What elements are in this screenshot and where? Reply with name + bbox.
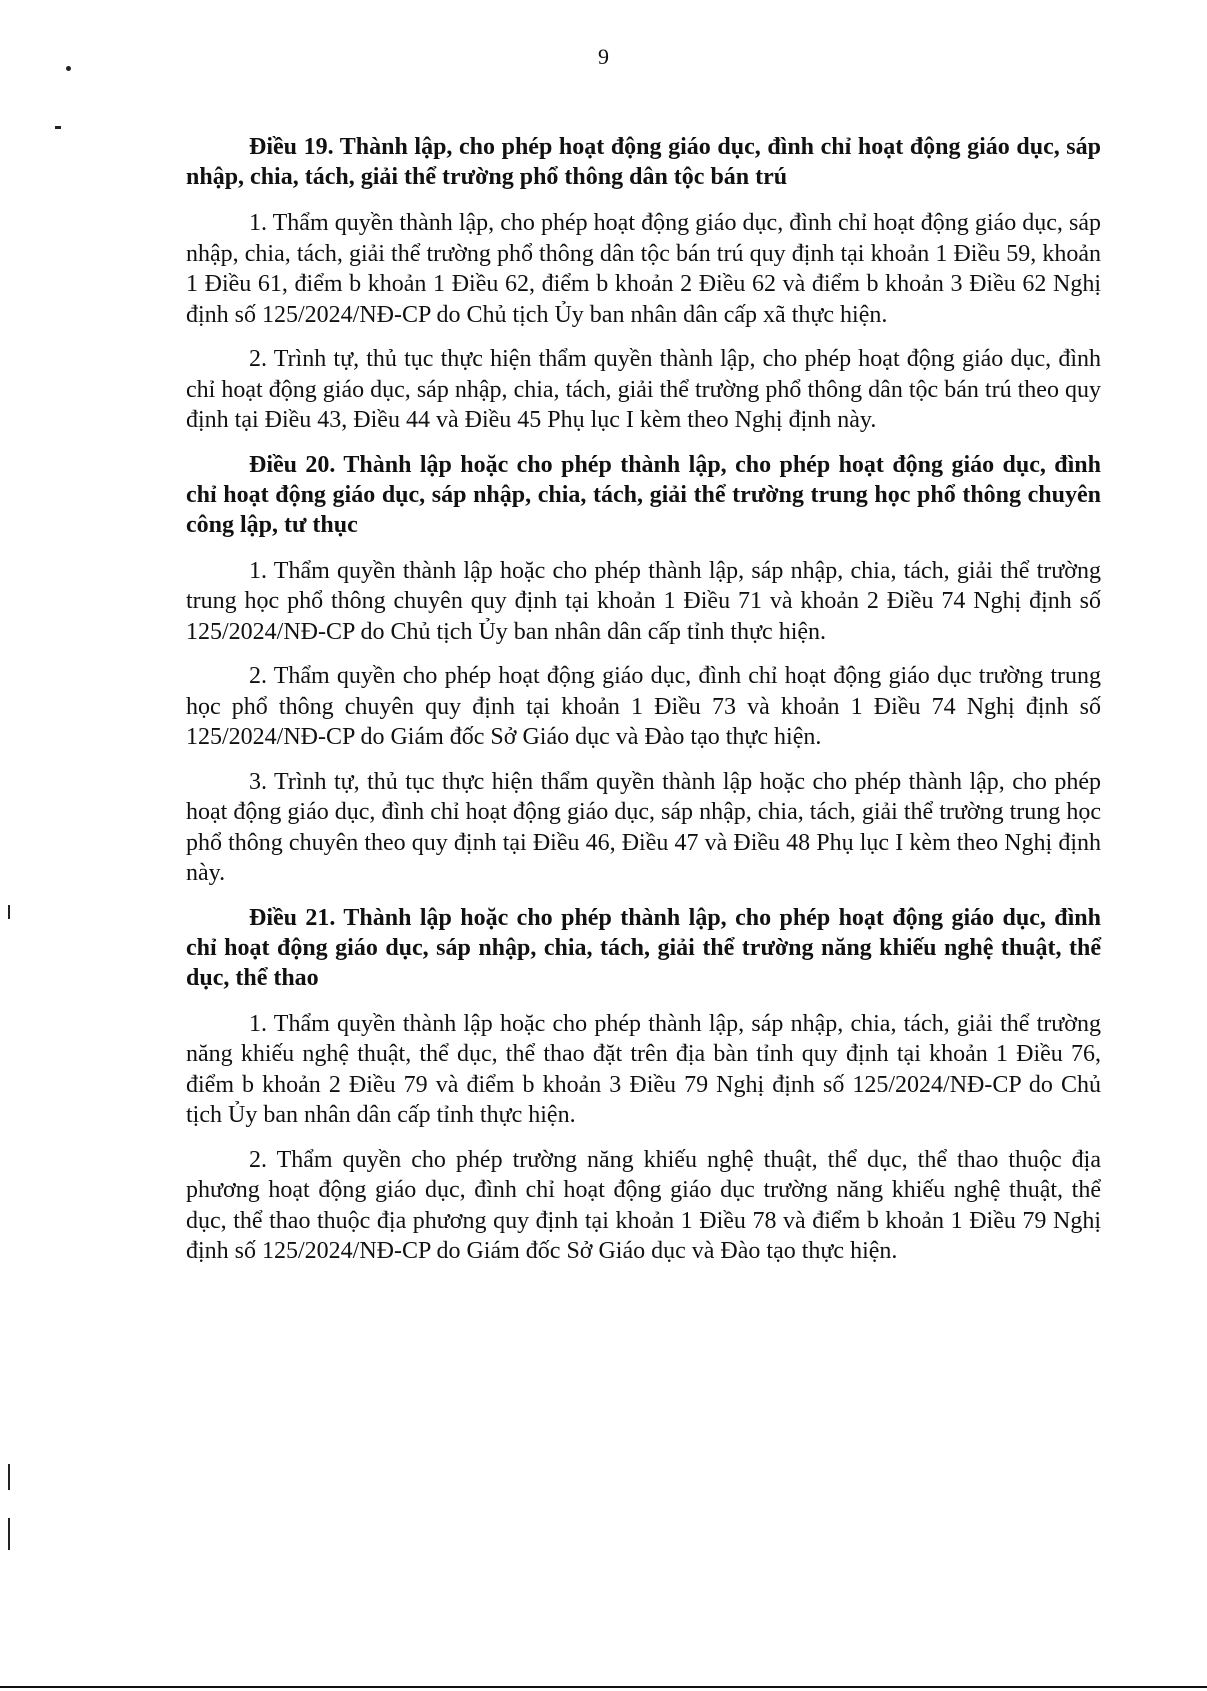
article-heading: Điều 19. Thành lập, cho phép hoạt động giáo dục, đình chỉ hoạt động giáo dục, sáp nhập, chia, tách, giải thể trường phổ thông dân tộc bán trú	[186, 134, 1101, 190]
article-paragraph: 2. Thẩm quyền cho phép hoạt động giáo dục, đình chỉ hoạt động giáo dục trường trung học phổ thông chuyên quy định tại khoản 1 Điều 73 và khoản 1 Điều 74 Nghị định số 125/2024/NĐ-CP do Giám đốc Sở Giáo dục và Đào tạo thực hiện.	[186, 663, 1101, 750]
article-heading: Điều 20. Thành lập hoặc cho phép thành lập, cho phép hoạt động giáo dục, đình chỉ hoạt động giáo dục, sáp nhập, chia, tách, giải thể trường trung học phổ thông chuyên công lập, tư thục	[186, 451, 1101, 538]
margin-mark	[8, 905, 10, 919]
article-paragraph: 3. Trình tự, thủ tục thực hiện thẩm quyền thành lập hoặc cho phép thành lập, cho phép hoạt động giáo dục, đình chỉ hoạt động giáo dục, sáp nhập, chia, tách, giải thể trường trung học phổ thông chuyên theo quy định tại Điều 46, Điều 47 và Điều 48 Phụ lục I kèm theo Nghị định này.	[186, 768, 1101, 886]
margin-mark	[8, 1518, 10, 1550]
article-heading: Điều 21. Thành lập hoặc cho phép thành lập, cho phép hoạt động giáo dục, đình chỉ hoạt động giáo dục, sáp nhập, chia, tách, giải thể trường năng khiếu nghệ thuật, thể dục, thể thao	[186, 904, 1101, 991]
article-paragraph: 1. Thẩm quyền thành lập, cho phép hoạt động giáo dục, đình chỉ hoạt động giáo dục, sáp nhập, chia, tách, giải thể trường phổ thông dân tộc bán trú quy định tại khoản 1 Điều 59, khoản 1 Điều 61, điểm b khoản 1 Điều 62, điểm b khoản 2 Điều 62 và điểm b khoản 3 Điều 62 Nghị định số 125/2024/NĐ-CP do Chủ tịch Ủy ban nhân dân cấp xã thực hiện.	[186, 210, 1101, 328]
margin-mark	[55, 126, 61, 129]
page-number: 9	[598, 44, 609, 69]
document-body	[186, 132, 1101, 1281]
margin-mark	[66, 66, 71, 71]
article-20	[186, 450, 1101, 889]
article-21	[186, 903, 1101, 1267]
article-paragraph: 1. Thẩm quyền thành lập hoặc cho phép thành lập, sáp nhập, chia, tách, giải thể trường năng khiếu nghệ thuật, thể dục, thể thao đặt trên địa bàn tỉnh quy định tại khoản 1 Điều 76, điểm b khoản 2 Điều 79 và điểm b khoản 3 Điều 79 Nghị định số 125/2024/NĐ-CP do Chủ tịch Ủy ban nhân dân cấp tỉnh thực hiện.	[186, 1010, 1101, 1128]
article-paragraph: 2. Trình tự, thủ tục thực hiện thẩm quyền thành lập, cho phép hoạt động giáo dục, đình chỉ hoạt động giáo dục, sáp nhập, chia, tách, giải thể trường phổ thông dân tộc bán trú theo quy định tại Điều 43, Điều 44 và Điều 45 Phụ lục I kèm theo Nghị định này.	[186, 346, 1101, 433]
article-19	[186, 132, 1101, 436]
article-paragraph: 2. Thẩm quyền cho phép trường năng khiếu nghệ thuật, thể dục, thể thao thuộc địa phương hoạt động giáo dục, đình chỉ hoạt động giáo dục trường năng khiếu nghệ thuật, thể dục, thể thao thuộc địa phương quy định tại khoản 1 Điều 78 và điểm b khoản 1 Điều 79 Nghị định số 125/2024/NĐ-CP do Giám đốc Sở Giáo dục và Đào tạo thực hiện.	[186, 1146, 1101, 1264]
margin-mark	[8, 1464, 10, 1490]
article-paragraph: 1. Thẩm quyền thành lập hoặc cho phép thành lập, sáp nhập, chia, tách, giải thể trường trung học phổ thông chuyên quy định tại khoản 1 Điều 71 và khoản 2 Điều 74 Nghị định số 125/2024/NĐ-CP do Chủ tịch Ủy ban nhân dân cấp tỉnh thực hiện.	[186, 557, 1101, 645]
bottom-rule	[0, 1686, 1207, 1688]
